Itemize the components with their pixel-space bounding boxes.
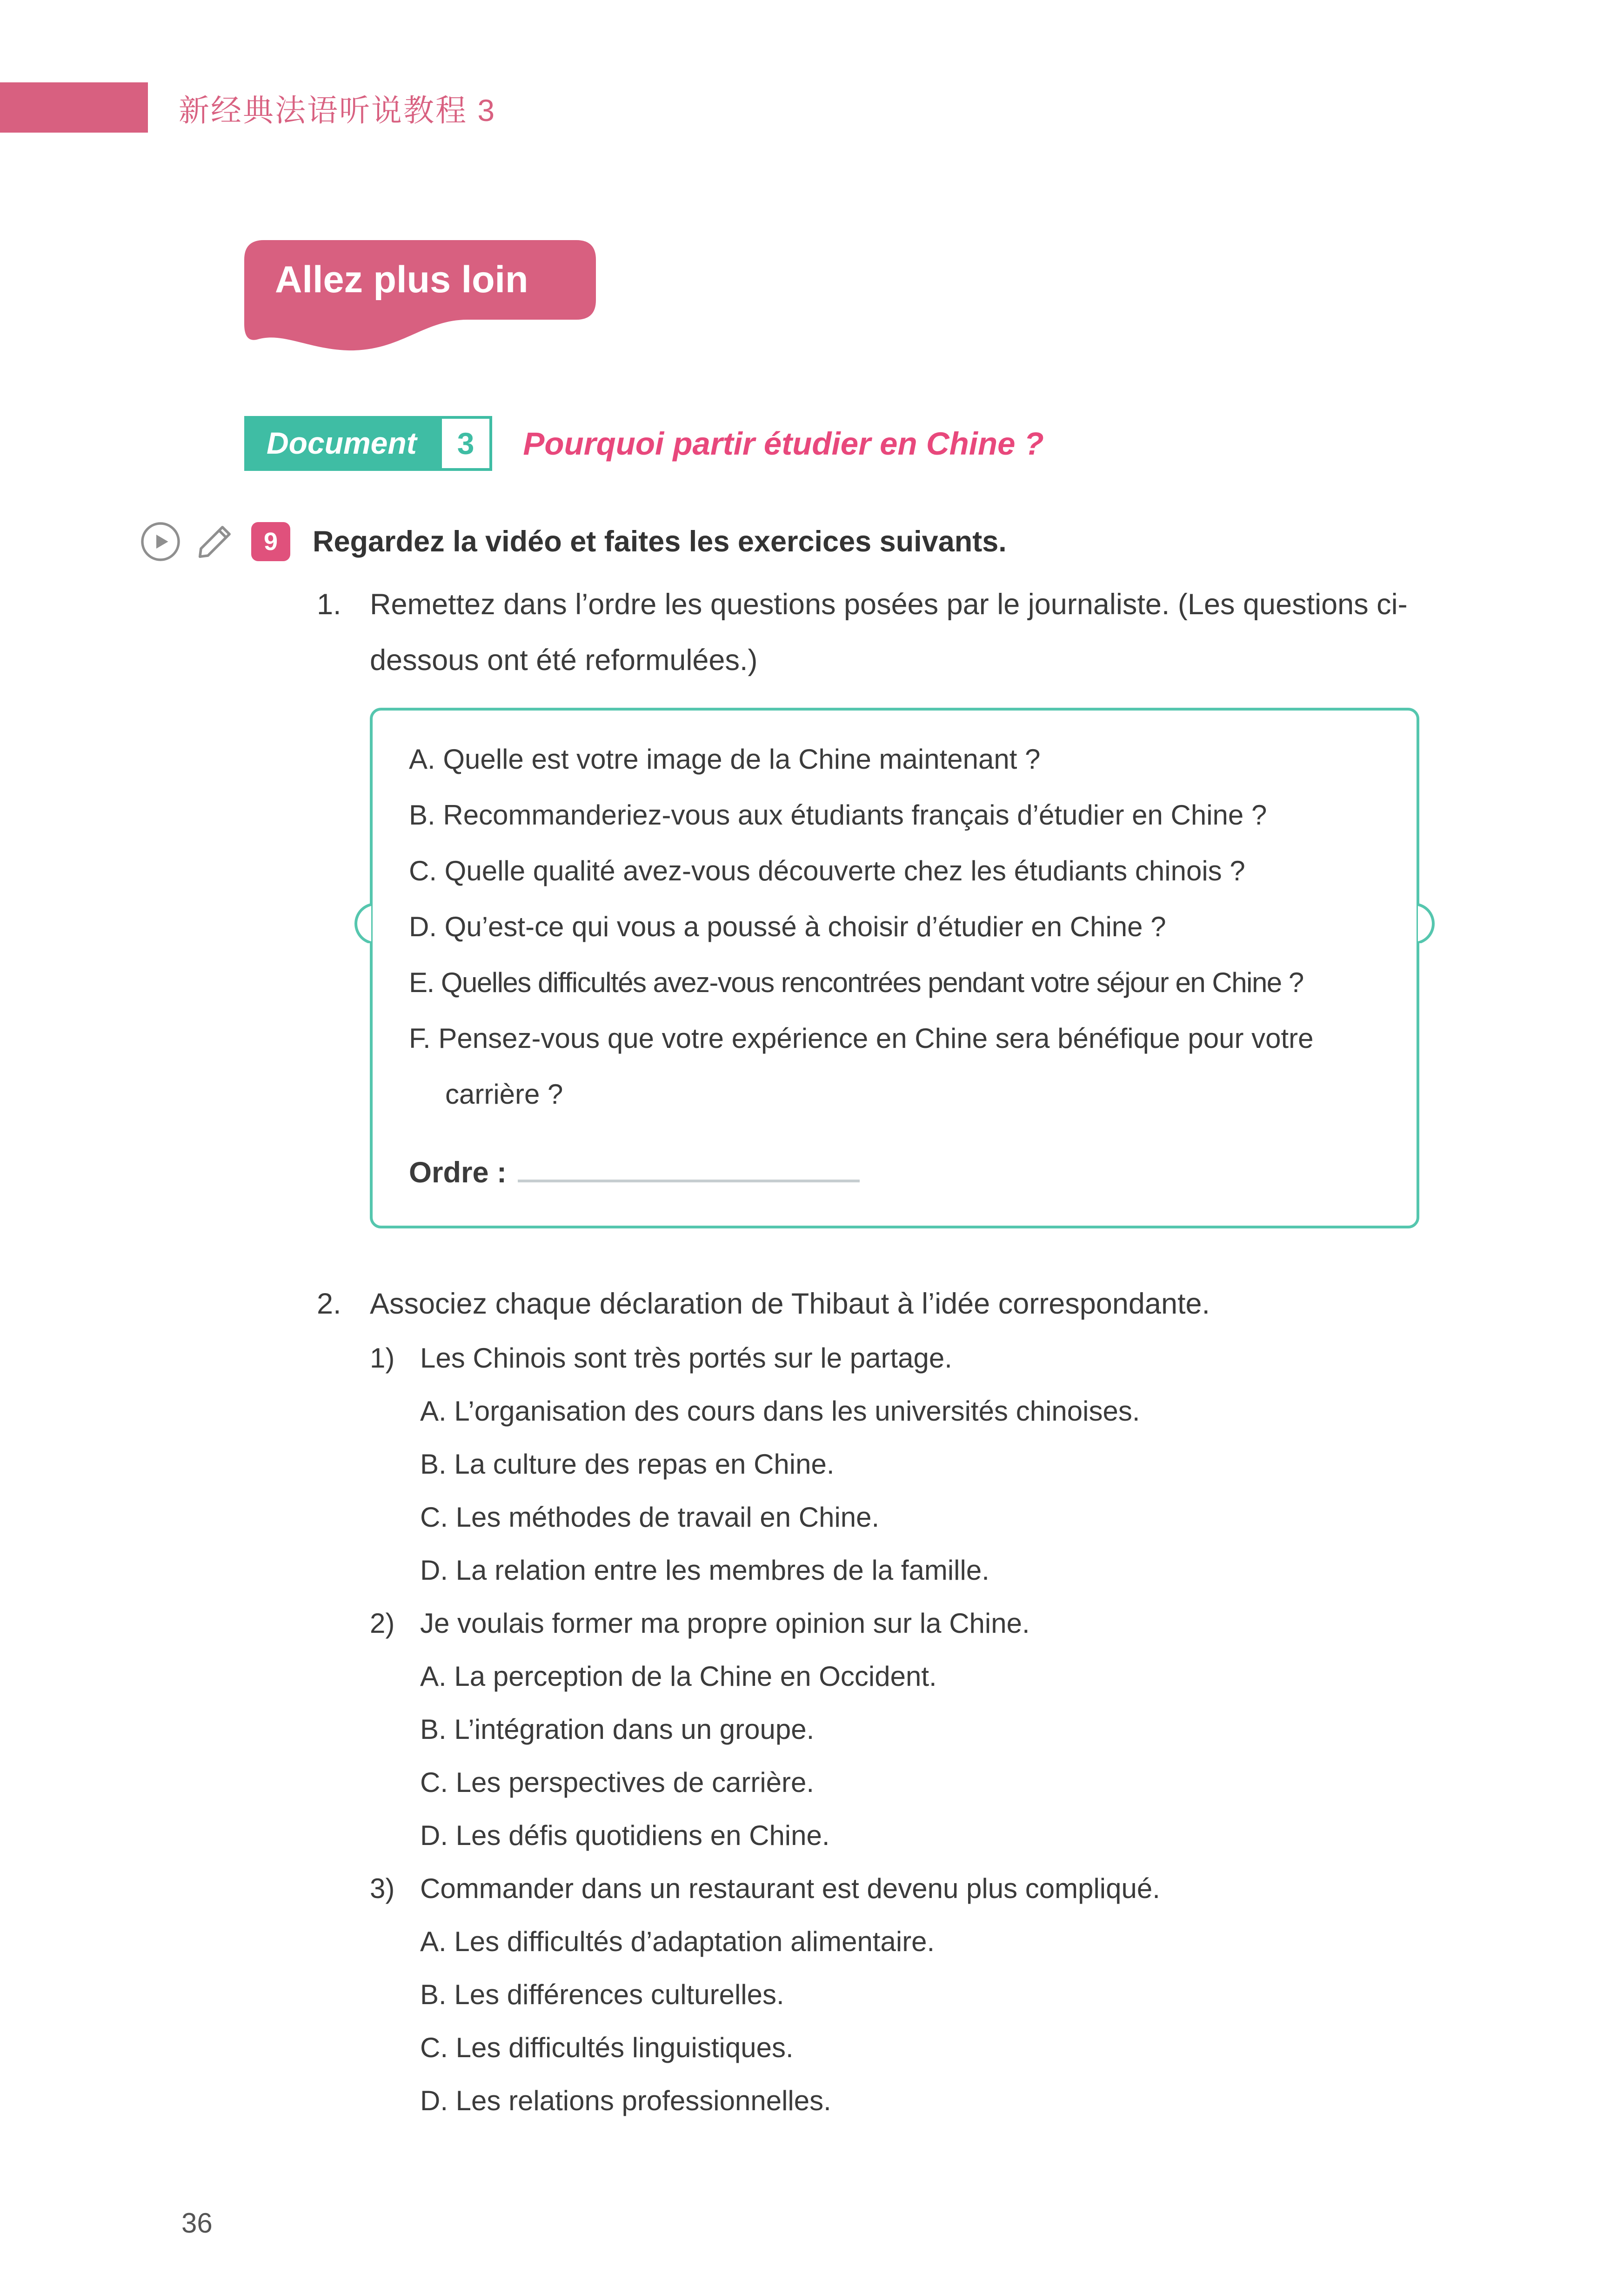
question-line-d: D. Qu’est-ce qui vous a poussé à choisir d’étudier en Chine ?	[409, 911, 1166, 942]
statement-number: 2)	[370, 1608, 395, 1639]
order-row	[409, 1145, 1383, 1201]
option-line: C. Les difficultés linguistiques.	[420, 2032, 794, 2063]
question-line-c: C. Quelle qualité avez-vous découverte chez les étudiants chinois ?	[409, 855, 1245, 886]
statement-text: Je voulais former ma propre opinion sur la Chine.	[420, 1608, 1030, 1639]
option-line: D. Les relations professionnelles.	[420, 2085, 831, 2116]
banner-label: Allez plus loin	[275, 259, 528, 301]
option-line: B. Les différences culturelles.	[420, 1979, 784, 2010]
statement-line	[370, 1862, 1430, 1915]
main-content	[0, 521, 1624, 2127]
book-title: 新经典法语听说教程 3	[179, 93, 496, 127]
task2-number: 2.	[317, 1288, 341, 1320]
activity-row	[140, 521, 1624, 563]
option-line: D. Les défis quotidiens en Chine.	[420, 1820, 830, 1851]
questions-box	[370, 708, 1419, 1228]
statement-number: 3)	[370, 1873, 395, 1904]
document-label: Document	[244, 416, 439, 471]
question-line-e: E. Quelles difficultés avez-vous rencontrées pendant votre séjour en Chine ?	[409, 967, 1303, 998]
statement-text: Les Chinois sont très portés sur le partage.	[420, 1342, 952, 1374]
question-line-a: A. Quelle est votre image de la Chine maintenant ?	[409, 744, 1041, 775]
pencil-icon	[194, 521, 236, 563]
option-line: A. La perception de la Chine en Occident.	[420, 1661, 937, 1692]
document-number: 3	[439, 416, 493, 471]
task-2	[0, 1276, 1624, 2127]
task1-number: 1.	[317, 588, 341, 621]
play-icon	[140, 521, 181, 563]
order-label: Ordre :	[409, 1156, 507, 1189]
order-blank-line	[518, 1149, 860, 1182]
statement-text: Commander dans un restaurant est devenu plus compliqué.	[420, 1873, 1160, 1904]
page-header	[0, 82, 496, 133]
header-accent-bar	[0, 82, 148, 133]
task1-prompt: Remettez dans l’ordre les questions posées par le journaliste. (Les questions ci-dessous ont été reformulées.)	[370, 588, 1408, 677]
page-number: 36	[181, 2207, 213, 2239]
box-notch-left	[352, 901, 371, 943]
option-line: C. Les méthodes de travail en Chine.	[420, 1502, 880, 1533]
statement-line	[370, 1597, 1430, 1650]
task2-prompt: Associez chaque déclaration de Thibaut à l’idée correspondante.	[370, 1288, 1210, 1320]
task-1	[0, 577, 1624, 1228]
question-line-b: B. Recommanderiez-vous aux étudiants français d’étudier en Chine ?	[409, 799, 1267, 831]
statement-group-2	[370, 1597, 1430, 1862]
document-title: Pourquoi partir étudier en Chine ?	[523, 425, 1044, 462]
exercise-instruction: Regardez la vidéo et faites les exercices suivants.	[313, 525, 1007, 558]
option-line: B. La culture des repas en Chine.	[420, 1449, 835, 1480]
box-notch-right	[1418, 901, 1437, 943]
option-line: B. L’intégration dans un groupe.	[420, 1714, 815, 1745]
document-heading	[244, 416, 1044, 471]
option-line: A. Les difficultés d’adaptation alimentaire.	[420, 1926, 935, 1957]
statement-line	[370, 1332, 1430, 1385]
allez-plus-loin-banner	[244, 240, 596, 357]
option-line: C. Les perspectives de carrière.	[420, 1767, 815, 1798]
option-line: D. La relation entre les membres de la famille.	[420, 1555, 989, 1586]
question-line-f: F. Pensez-vous que votre expérience en Chine sera bénéfique pour votre carrière ?	[409, 1023, 1314, 1110]
option-line: A. L’organisation des cours dans les universités chinoises.	[420, 1395, 1140, 1427]
statement-group-3	[370, 1862, 1430, 2127]
exercise-number-badge: 9	[251, 522, 290, 561]
statement-number: 1)	[370, 1342, 395, 1374]
statement-group-1	[370, 1332, 1430, 1597]
